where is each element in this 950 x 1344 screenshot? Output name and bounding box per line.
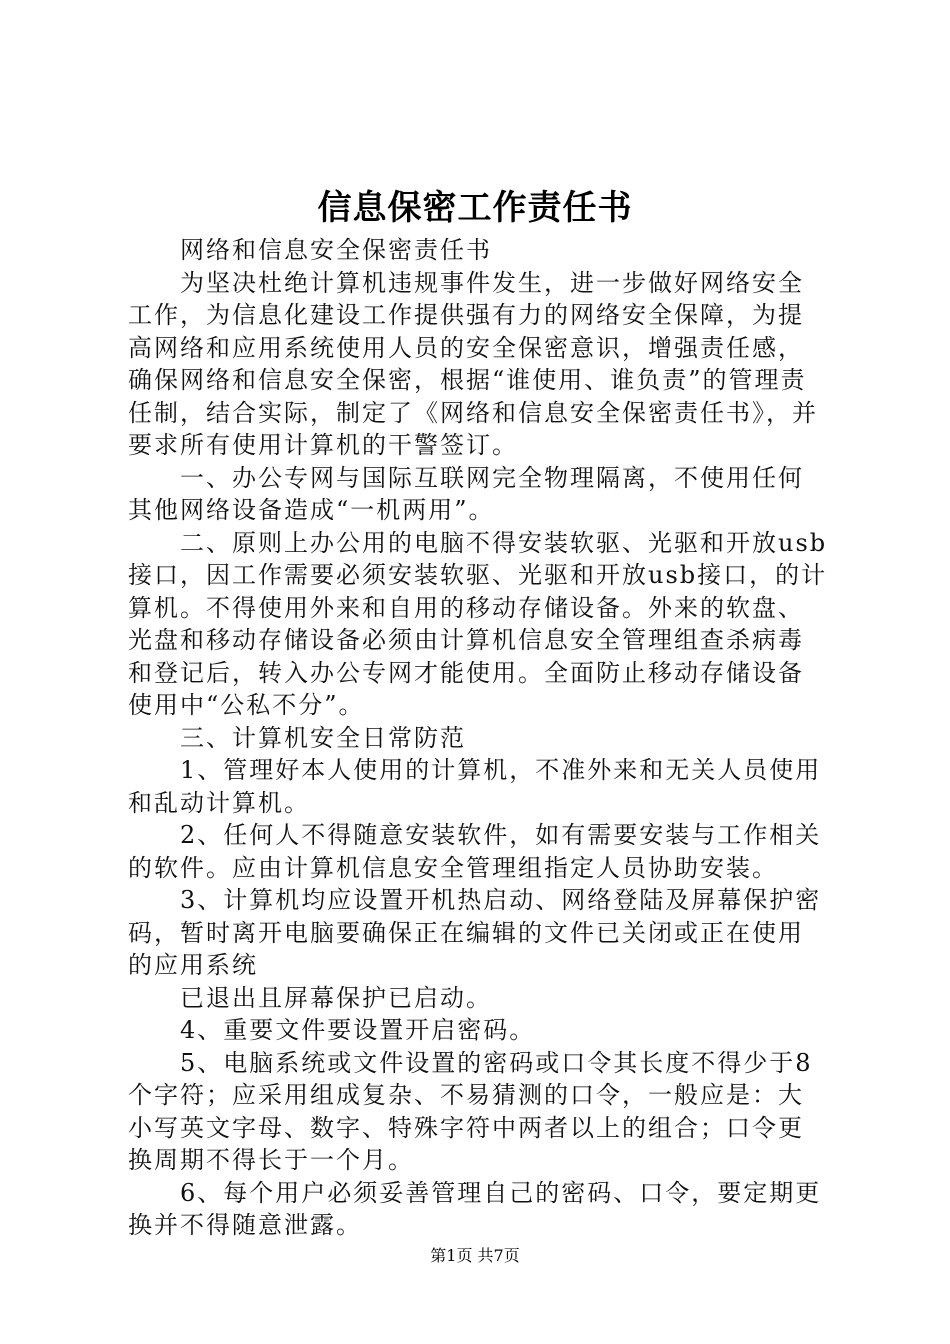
paragraph-intro: 为坚决杜绝计算机违规事件发生，进一步做好网络安全工作，为信息化建设工作提供强有力的网络安全保障，为提高网络和应用系统使用人员的安全保密意识，增强责任感，确保网络和信息安全保密，根据“谁使用、谁负责”的管理责任制，结合实际，制定了《网络和信息安全保密责任书》，并要求所有使用计算机的干警签订。: [128, 268, 818, 459]
paragraph-rule-3-continued: 已退出且屏幕保护已启动。: [180, 983, 492, 1012]
paragraph-item-1: 一、办公专网与国际互联网完全物理隔离，不使用任何其他网络设备造成“一机两用”。: [128, 463, 804, 524]
page-number: 第1页 共7页: [430, 1246, 520, 1265]
paragraph-rule-6: 6、每个用户必须妥善管理自己的密码、口令，要定期更换并不得随意泄露。: [128, 1178, 822, 1239]
document-title: 信息保密工作责任书: [317, 188, 633, 228]
paragraph-rule-1: 1、管理好本人使用的计算机，不准外来和无关人员使用和乱动计算机。: [128, 756, 822, 817]
paragraph-rule-3: 3、计算机均应设置开机热启动、网络登陆及屏幕保护密码，暂时离开电脑要确保正在编辑的文件已关闭或正在使用的应用系统: [128, 886, 822, 979]
paragraph-rule-5: 5、电脑系统或文件设置的密码或口令其长度不得少于8个字符；应采用组成复杂、不易猜测的口令，一般应是：大小写英文字母、数字、特殊字符中两者以上的组合；口令更换周期不得长于一个月。: [128, 1048, 813, 1174]
paragraph-rule-4: 4、重要文件要设置开启密码。: [180, 1016, 536, 1044]
paragraph-rule-2: 2、任何人不得随意安装软件，如有需要安装与工作相关的软件。应由计算机信息安全管理组指定人员协助安装。: [128, 821, 822, 882]
paragraph-section-3: 三、计算机安全日常防范: [180, 723, 466, 752]
paragraph-subtitle: 网络和信息安全保密责任书: [180, 236, 492, 264]
document-body: [128, 234, 828, 1242]
paragraph-item-2: 二、原则上办公用的电脑不得安装软驱、光驱和开放usb接口，因工作需要必须安装软驱、光驱和开放usb接口，的计算机。不得使用外来和自用的移动存储设备。外来的软盘、光盘和移动存储设备必须由计算机信息安全管理组查杀病毒和登记后，转入办公专网才能使用。全面防止移动存储设备使用中“公私不分”。: [128, 528, 828, 719]
